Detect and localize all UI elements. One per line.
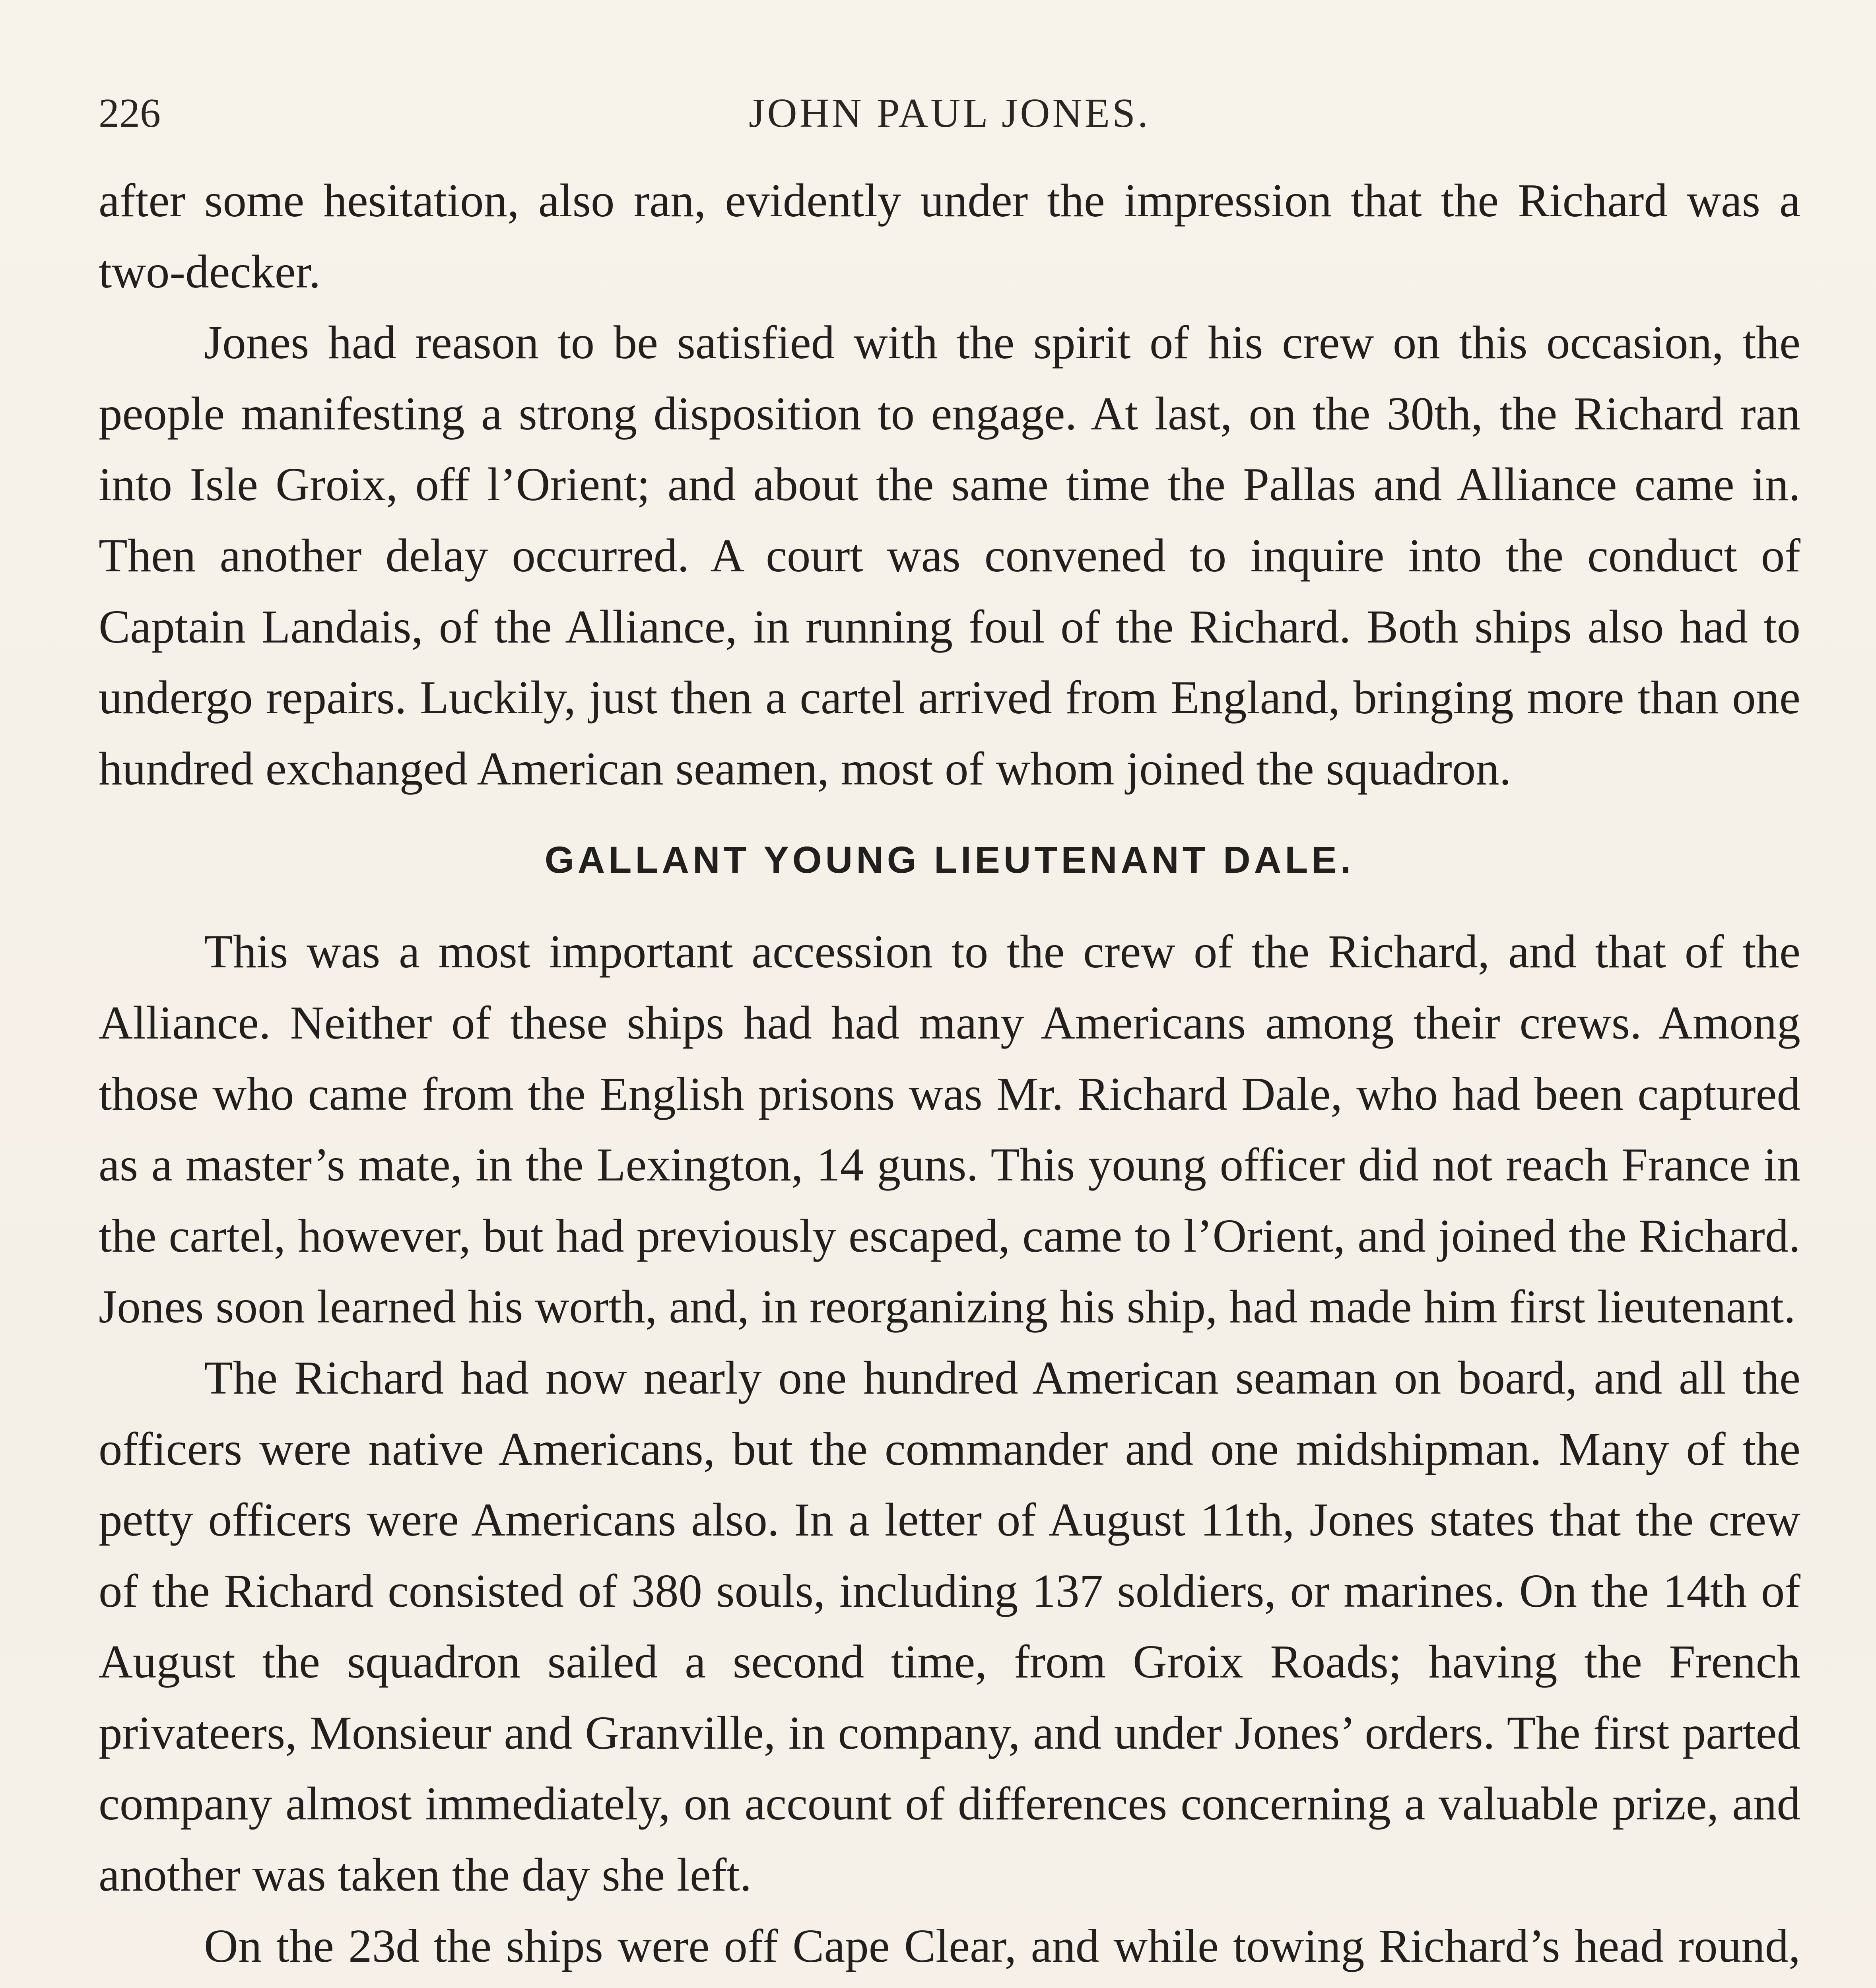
paragraph: Jones had reason to be satisfied with the spirit of his crew on this occasion, the people manifesting a strong disposition to engage. At last, on the 30th, the Richard ran into Isle Groix, off l’Orient; and about the same time the Pallas and Alliance came in. Then another delay occurred. A court was convened to inquire into the conduct of Captain Landais, of the Alliance, in running foul of the Richard. Both ships also had to undergo repairs. Luckily, just then a cartel arrived from England, bringing more than one hundred exchanged American seamen, most of whom joined the squadron. [99,316,1800,795]
section-heading: GALLANT YOUNG LIEUTENANT DALE. [544,839,1355,881]
paragraph: The Richard had now nearly one hundred American seaman on board, and all the officers were native Americans, but the commander and one midshipman. Many of the petty officers were Americans also. In a letter of August 11th, Jones states that the crew of the Richard consisted of 380 souls, including 137 soldiers, or marines. On the 14th of August the squadron sailed a second time, from Groix Roads; having the French privateers, Monsieur and Granville, in company, and under Jones’ orders. The first parted company almost immediately, on account of differences concerning a valuable prize, and another was taken the day she left. [99,1351,1800,1901]
paragraph: This was a most important accession to the crew of the Richard, and that of the Alliance. Neither of these ships had had many Americans among their crews. Among those who came from the English prisons was Mr. Richard Dale, who had been captured as a master’s mate, in the Lexington, 14 guns. This young officer did not reach France in the cartel, however, but had previously escaped, came to l’Orient, and joined the Richard. Jones soon learned his worth, and, in reorganizing his ship, had made him first lieutenant. [99,925,1800,1333]
paragraph: On the 23d the ships were off Cape Clear, and while towing Richard’s head round, [204,1919,1800,1972]
running-head [99,83,1800,143]
body-text [99,165,1800,1988]
running-title: JOHN PAUL JONES. [748,90,1150,136]
page-number: 226 [99,90,161,136]
paragraph-continued: after some hesitation, also ran, evidently under the impression that the Richard was a two-decker. [99,174,1800,298]
